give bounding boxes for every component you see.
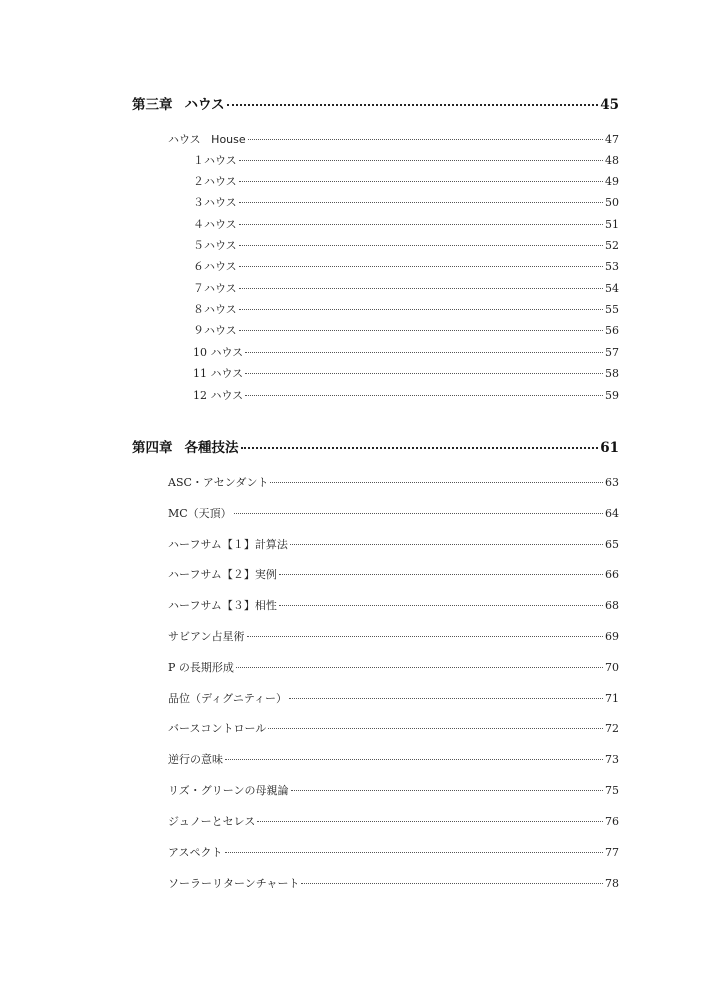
toc-entry-house-intro[interactable] — [168, 134, 619, 145]
toc-entry-birth-control[interactable] — [168, 723, 619, 734]
chapter-4-title: 第四章 各種技法 — [132, 440, 239, 456]
toc-entry-label: 12 ハウス — [193, 389, 244, 402]
toc-entry-page: 63 — [605, 476, 619, 489]
toc-entry-label: ７ハウス — [193, 282, 237, 295]
toc-entry-sabian[interactable] — [168, 631, 619, 642]
toc-entry-label: ３ハウス — [193, 196, 237, 209]
toc-entry-house-11[interactable] — [193, 368, 619, 379]
toc-entry-house-10[interactable] — [193, 347, 619, 358]
toc-entry-label: 品位（ディグニティー） — [168, 692, 288, 705]
chapter-3-title: 第三章 ハウス — [132, 97, 225, 113]
toc-entry-label: ５ハウス — [193, 239, 237, 252]
toc-entry-label: 逆行の意味 — [168, 753, 223, 766]
dot-leader — [239, 266, 603, 267]
toc-entry-page: 76 — [605, 815, 619, 828]
dot-leader — [241, 447, 599, 449]
dot-leader — [245, 373, 603, 374]
dot-leader — [279, 605, 603, 606]
toc-entry-page: 54 — [605, 282, 619, 295]
toc-entry-label: リズ・グリーンの母親論 — [168, 784, 289, 797]
chapter-3-heading[interactable] — [132, 99, 619, 113]
toc-entry-page: 52 — [605, 239, 619, 252]
dot-leader — [279, 574, 603, 575]
toc-entry-label: ハーフサム【２】実例 — [168, 568, 277, 581]
toc-entry-page: 70 — [605, 661, 619, 674]
toc-entry-page: 64 — [605, 507, 619, 520]
toc-entry-label: ハウス House — [168, 133, 246, 146]
dot-leader — [290, 544, 603, 545]
toc-entry-page: 47 — [605, 133, 619, 146]
toc-entry-label: ４ハウス — [193, 218, 237, 231]
toc-entry-liz-greene[interactable] — [168, 785, 619, 796]
dot-leader — [291, 790, 603, 791]
toc-entry-label: ASC・アセンダント — [168, 476, 269, 489]
dot-leader — [289, 698, 603, 699]
toc-entry-label: ハーフサム【１】計算法 — [168, 538, 288, 551]
toc-entry-house-3[interactable] — [193, 197, 619, 208]
toc-entry-house-4[interactable] — [193, 219, 619, 230]
toc-entry-page: 53 — [605, 260, 619, 273]
toc-entry-solar-return[interactable] — [168, 878, 619, 889]
toc-entry-halfsum-1[interactable] — [168, 539, 619, 550]
toc-entry-house-9[interactable] — [193, 325, 619, 336]
toc-entry-mc[interactable] — [168, 508, 619, 519]
toc-entry-label: １ハウス — [193, 154, 237, 167]
toc-entry-label: バースコントロール — [168, 722, 267, 735]
toc-entry-label: ハーフサム【３】相性 — [168, 599, 277, 612]
dot-leader — [227, 104, 599, 106]
dot-leader — [239, 181, 603, 182]
toc-entry-halfsum-2[interactable] — [168, 569, 619, 580]
dot-leader — [239, 288, 603, 289]
dot-leader — [245, 395, 603, 396]
toc-entry-page: 56 — [605, 324, 619, 337]
dot-leader — [239, 160, 603, 161]
toc-entry-label: MC（天頂） — [168, 507, 232, 520]
toc-entry-page: 66 — [605, 568, 619, 581]
toc-entry-page: 55 — [605, 303, 619, 316]
chapter-4-heading[interactable] — [132, 442, 619, 456]
toc-entry-label: ８ハウス — [193, 303, 237, 316]
toc-entry-page: 65 — [605, 538, 619, 551]
dot-leader — [257, 821, 603, 822]
dot-leader — [245, 352, 603, 353]
chapter-4-page: 61 — [600, 440, 619, 456]
toc-entry-page: 49 — [605, 175, 619, 188]
toc-entry-page: 69 — [605, 630, 619, 643]
toc-entry-label: 11 ハウス — [193, 367, 244, 380]
dot-leader — [236, 667, 603, 668]
toc-entry-page: 58 — [605, 367, 619, 380]
toc-entry-label: ソーラーリターンチャート — [168, 877, 300, 890]
toc-entry-page: 71 — [605, 692, 619, 705]
toc-entry-page: 68 — [605, 599, 619, 612]
toc-entry-label: P の長期形成 — [168, 661, 234, 674]
toc-entry-house-6[interactable] — [193, 261, 619, 272]
toc-entry-label: ジュノーとセレス — [168, 815, 256, 828]
toc-entry-halfsum-3[interactable] — [168, 600, 619, 611]
toc-entry-label: ６ハウス — [193, 260, 237, 273]
toc-entry-retrograde[interactable] — [168, 754, 619, 765]
toc-entry-page: 75 — [605, 784, 619, 797]
toc-entry-page: 77 — [605, 846, 619, 859]
toc-entry-house-1[interactable] — [193, 155, 619, 166]
chapter-3-page: 45 — [600, 97, 619, 113]
toc-entry-house-12[interactable] — [193, 390, 619, 401]
dot-leader — [301, 883, 603, 884]
toc-entry-page: 59 — [605, 389, 619, 402]
toc-entry-house-7[interactable] — [193, 283, 619, 294]
toc-entry-house-2[interactable] — [193, 176, 619, 187]
toc-entry-asc[interactable] — [168, 477, 619, 488]
toc-entry-page: 51 — [605, 218, 619, 231]
dot-leader — [248, 139, 603, 140]
dot-leader — [270, 482, 603, 483]
toc-entry-label: ２ハウス — [193, 175, 237, 188]
dot-leader — [247, 636, 603, 637]
dot-leader — [234, 513, 603, 514]
toc-entry-label: サビアン占星術 — [168, 630, 245, 643]
toc-entry-label: 10 ハウス — [193, 346, 244, 359]
dot-leader — [239, 330, 603, 331]
toc-entry-page: 48 — [605, 154, 619, 167]
dot-leader — [239, 245, 603, 246]
toc-entry-page: 78 — [605, 877, 619, 890]
toc-entry-house-8[interactable] — [193, 304, 619, 315]
toc-entry-house-5[interactable] — [193, 240, 619, 251]
dot-leader — [239, 202, 603, 203]
toc-entry-page: 57 — [605, 346, 619, 359]
toc-entry-label: ９ハウス — [193, 324, 237, 337]
dot-leader — [239, 309, 603, 310]
dot-leader — [268, 728, 603, 729]
toc-entry-juno-ceres[interactable] — [168, 816, 619, 827]
toc-entry-page: 73 — [605, 753, 619, 766]
dot-leader — [239, 224, 603, 225]
toc-entry-label: アスペクト — [168, 846, 223, 859]
toc-entry-dignity[interactable] — [168, 693, 619, 704]
toc-entry-page: 72 — [605, 722, 619, 735]
dot-leader — [225, 759, 603, 760]
toc-entry-p-formation[interactable] — [168, 662, 619, 673]
dot-leader — [225, 852, 603, 853]
toc-entry-aspect[interactable] — [168, 847, 619, 858]
toc-entry-page: 50 — [605, 196, 619, 209]
